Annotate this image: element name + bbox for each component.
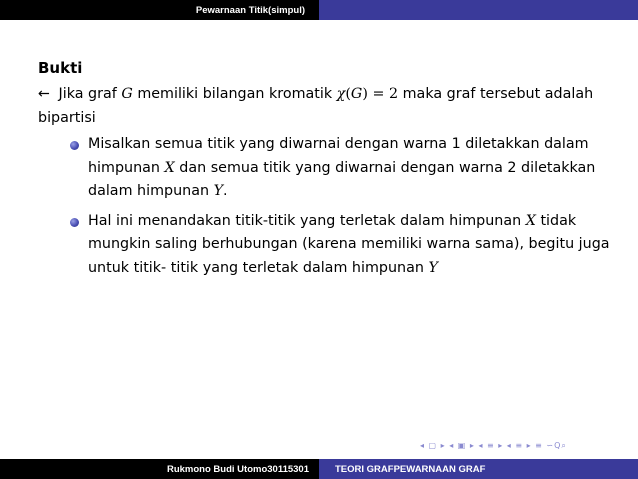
frame-title: Bukti	[38, 59, 83, 77]
item-text: dan semua titik yang diwarnai dengan warna 2 diletakkan dalam himpunan	[88, 159, 596, 199]
footer-bar	[0, 459, 638, 479]
navigation-symbols[interactable]: ◂ ▢ ▸ ◂ ▣ ▸ ◂ ≡ ▸ ◂ ≡ ▸ ≡ ∽Q⌕	[420, 441, 567, 450]
list-item	[70, 210, 615, 281]
intro-text-1: Jika graf	[58, 86, 117, 102]
footer-author[interactable]: Rukmono Budi Utomo30115301	[0, 459, 319, 479]
item-text: Hal ini menandakan titik-titik yang terletak dalam himpunan	[88, 212, 522, 229]
bullet-list	[70, 133, 615, 286]
bullet-ball-icon	[70, 141, 79, 150]
left-arrow-icon: ←	[38, 86, 50, 102]
math-x: X	[164, 159, 175, 176]
item-text: Misalkan semua titik yang diwarnai dengan warna 1 diletakkan dalam himpunan	[88, 136, 589, 176]
math-x: X	[525, 212, 536, 229]
math-paren-open: (	[345, 86, 351, 102]
item-text: tidak mungkin saling berhubungan (karena memiliki warna sama), begitu juga untuk titik- titik yang terletak dalam himpunan	[88, 212, 610, 276]
intro-text-2: memiliki bilangan kromatik	[137, 86, 333, 102]
list-item	[70, 133, 615, 204]
math-g-arg: G	[350, 86, 363, 102]
intro-text-3: maka graf tersebut adalah bipartisi	[38, 86, 594, 126]
header-bar-right	[319, 0, 638, 20]
math-chi: χ	[336, 86, 346, 102]
math-g: G	[121, 86, 133, 102]
math-y: Y	[213, 183, 224, 199]
bullet-ball-icon	[70, 218, 79, 227]
item-text: .	[223, 183, 228, 199]
section-title[interactable]: Pewarnaan Titik(simpul)	[0, 0, 319, 20]
header-bar	[0, 0, 638, 20]
footer-title[interactable]: TEORI GRAFPEWARNAAN GRAF	[319, 459, 638, 479]
math-y: Y	[428, 259, 438, 276]
math-equals-two: ) = 2	[362, 86, 399, 102]
intro-paragraph	[38, 83, 608, 130]
